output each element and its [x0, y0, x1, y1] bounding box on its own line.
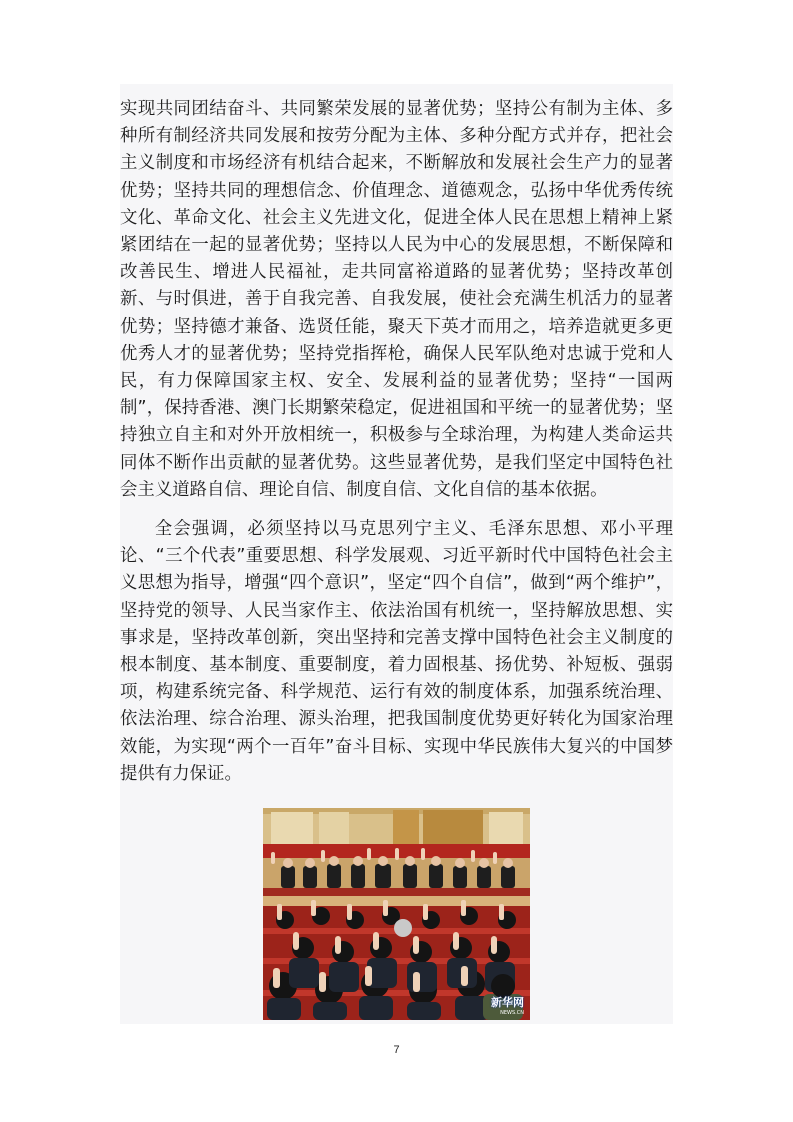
paragraph-1: 实现共同团结奋斗、共同繁荣发展的显著优势；坚持公有制为主体、多种所有制经济共同发展和按劳分配为主体、多种分配方式并存，把社会主义制度和市场经济有机结合起来，不断解放和发展社会生产力的显著优势；坚持共同的理想信念、价值理念、道德观念，弘扬中华优秀传统文化、革命文化、社会主义先进文化，促进全体人民在思想上精神上紧紧团结在一起的显著优势；坚持以人民为中心的发展思想，不断保障和改善民生、增进人民福祉，走共同富裕道路的显著优势；坚持改革创新、与时俱进，善于自我完善、自我发展，使社会充满生机活力的显著优势；坚持德才兼备、选贤任能，聚天下英才而用之，培养造就更多更优秀人才的显著优势；坚持党指挥枪，确保人民军队绝对忠诚于党和人民，有力保障国家主权、安全、发展利益的显著优势；坚持“一国两制”，保持香港、澳门长期繁荣稳定，促进祖国和平统一的显著优势；坚持独立自主和对外开放相统一，积极参与全球治理，为构建人类命运共同体不断作出贡献的显著优势。这些显著优势，是我们坚定中国特色社会主义道路自信、理论自信、制度自信、文化自信的基本依据。 — [120, 99, 673, 500]
document-body — [120, 84, 673, 1024]
meeting-photo — [263, 808, 530, 1020]
meeting-photo-illustration — [263, 808, 530, 1020]
page-number: 7 — [393, 1044, 400, 1056]
watermark-sub: NEWS.CN — [500, 1010, 524, 1016]
paragraph-2: 全会强调，必须坚持以马克思列宁主义、毛泽东思想、邓小平理论、“三个代表”重要思想、科学发展观、习近平新时代中国特色社会主义思想为指导，增强“四个意识”，坚定“四个自信”，做到“两个维护”，坚持党的领导、人民当家作主、依法治国有机统一，坚持解放思想、实事求是，坚持改革创新，突出坚持和完善支撑中国特色社会主义制度的根本制度、基本制度、重要制度，着力固根基、扬优势、补短板、强弱项，构建系统完备、科学规范、运行有效的制度体系，加强系统治理、依法治理、综合治理、源头治理，把我国制度优势更好转化为国家治理效能，为实现“两个一百年”奋斗目标、实现中华民族伟大复兴的中国梦提供有力保证。 — [120, 519, 673, 784]
watermark-logo: 新华网 — [491, 996, 524, 1009]
